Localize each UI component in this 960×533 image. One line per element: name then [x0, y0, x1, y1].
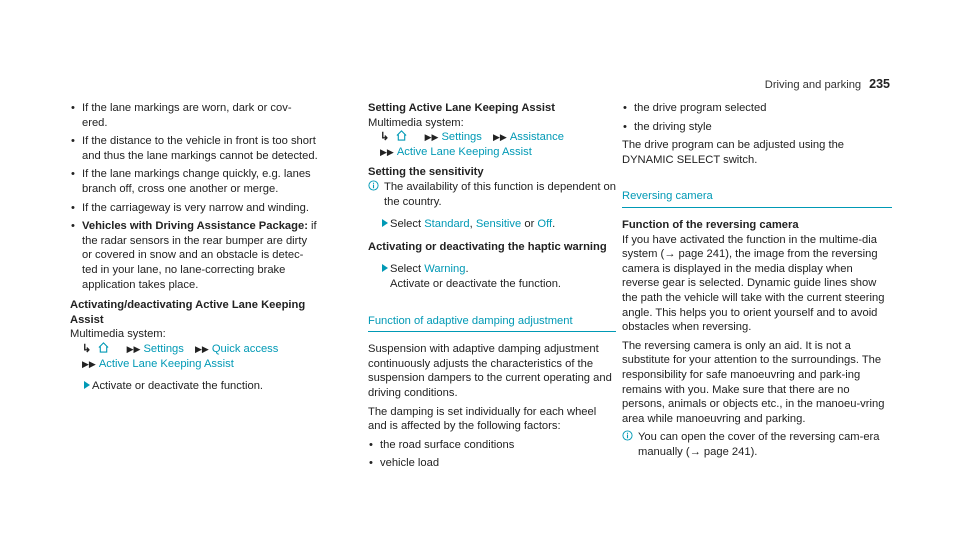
column-3 — [622, 101, 892, 459]
option-off[interactable]: Off — [537, 218, 553, 231]
option-standard[interactable]: Standard — [424, 218, 470, 231]
paragraph: Suspension with adaptive damping adjustment continuously adjusts the characteristics of the suspension dampers to the current operating and driving conditions. — [368, 343, 612, 399]
list-item: • If the lane markings are worn, dark or cov- ered. — [70, 101, 318, 130]
section-heading: Function of the reversing camera — [622, 218, 799, 231]
list-item: • If the lane markings change quickly, e.g. lanes branch off, cross one another or merge. — [70, 167, 318, 196]
instruction-step: Activate or deactivate the function. — [70, 379, 318, 394]
chevron-double-icon: ▶▶ — [492, 132, 507, 143]
step-arrow-icon — [382, 264, 388, 272]
instruction-step: Select Standard, Sensitive or Off. — [368, 217, 616, 232]
instruction-step: Select Warning. Activate or deactivate the function. — [368, 262, 616, 291]
note: The availability of this function is dependent on the country. — [368, 180, 616, 209]
paragraph: If you have activated the function in the multime-dia system (→ page 241), the image from the reversing camera is displayed in the media display when reverse gear is selected. Dynamic guide lines show the path the vehicle will take with the current steering angle. This helps you to orient yourself and to avoid obstacles when reversing. — [622, 233, 885, 334]
list-item — [70, 219, 318, 292]
step-arrow-icon — [382, 219, 388, 227]
chevron-double-icon: ▶▶ — [424, 132, 439, 143]
column-2 — [368, 101, 616, 475]
paragraph: The reversing camera is only an aid. It is not a substitute for your attention to the surroundings. The responsibility for safe manoeuvring and park-ing remains with you. Make sure that there are no persons, animals or objects etc., in the manoeu-vring area while manoeuvring and parking. — [622, 339, 885, 425]
list-item: • the drive program selected — [622, 101, 892, 116]
option-warning[interactable]: Warning — [424, 263, 466, 276]
step-arrow-icon — [84, 381, 90, 389]
factor-list — [368, 438, 616, 471]
note: You can open the cover of the reversing cam-era manually (→ page 241). — [622, 430, 892, 459]
paragraph: The drive program can be adjusted using the DYNAMIC SELECT switch. — [622, 139, 845, 166]
corner-arrow-icon: ↳ — [82, 342, 92, 355]
section-name: Driving and parking — [764, 79, 862, 91]
chevron-double-icon: ▶▶ — [126, 343, 141, 354]
system-label: Multimedia system: — [70, 328, 166, 341]
menu-path — [368, 130, 616, 159]
section-heading: Activating or deactivating the haptic warning — [368, 240, 607, 253]
factor-list — [622, 101, 892, 134]
section-heading: Setting the sensitivity — [368, 166, 484, 179]
section-title: Reversing camera — [622, 189, 892, 208]
system-label: Multimedia system: — [368, 116, 464, 129]
paragraph: The damping is set individually for each wheel and is affected by the following factors: — [368, 405, 597, 433]
corner-arrow-icon: ↳ — [380, 131, 390, 144]
info-icon — [368, 180, 379, 191]
home-icon — [98, 342, 109, 353]
chevron-double-icon: ▶▶ — [194, 343, 209, 354]
section-title: Function of adaptive damping adjustment — [368, 314, 616, 333]
menu-item-lane-assist[interactable]: Active Lane Keeping Assist — [396, 145, 532, 158]
menu-item-lane-assist[interactable]: Active Lane Keeping Assist — [98, 357, 234, 370]
option-sensitive[interactable]: Sensitive — [475, 218, 522, 231]
list-item: • If the distance to the vehicle in front is too short and thus the lane markings cannot be detected. — [70, 134, 318, 163]
limitation-list — [70, 101, 318, 292]
section-heading: Setting Active Lane Keeping Assist — [368, 102, 555, 114]
page-header — [765, 77, 890, 93]
page-number: 235 — [869, 77, 890, 91]
list-item: • vehicle load — [368, 456, 616, 471]
menu-path — [70, 342, 318, 371]
list-item-text: if the radar sensors in the rear bumper are dirty or covered in snow and an obstacle is detec-ted in your lane, no lane-correcting brake application takes place. — [82, 220, 317, 291]
column-1 — [70, 101, 318, 394]
list-item: • the driving style — [622, 120, 892, 135]
menu-item-settings[interactable]: Settings — [143, 342, 184, 355]
chevron-double-icon: ▶▶ — [82, 358, 96, 369]
list-item-bold: Vehicles with Driving Assistance Package: — [82, 220, 308, 233]
menu-item-assistance[interactable]: Assistance — [509, 131, 564, 144]
info-icon — [622, 430, 633, 441]
chevron-double-icon: ▶▶ — [380, 146, 394, 157]
menu-item-quick-access[interactable]: Quick access — [211, 342, 279, 355]
list-item: • the road surface conditions — [368, 438, 616, 453]
list-item: • If the carriageway is very narrow and winding. — [70, 201, 318, 216]
menu-item-settings[interactable]: Settings — [441, 131, 482, 144]
section-heading: Activating/deactivating Active Lane Keeping Assist — [70, 299, 306, 326]
home-icon — [396, 130, 407, 141]
